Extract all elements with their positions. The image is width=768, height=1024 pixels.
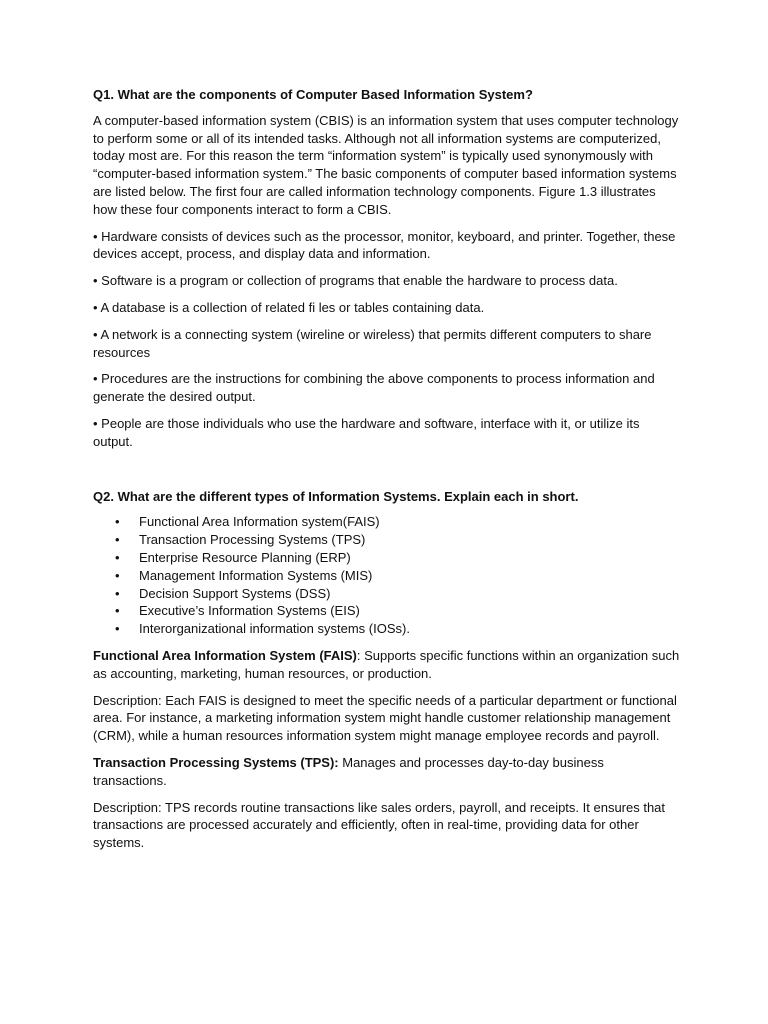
fais-definition-paragraph (93, 647, 680, 683)
bullet-icon: • (115, 603, 120, 619)
q1-heading: Q1. What are the components of Computer Based Information System? (93, 87, 533, 102)
list-item (93, 513, 680, 531)
bullet-icon: • (115, 567, 120, 583)
list-item-label: Enterprise Resource Planning (ERP) (139, 549, 351, 565)
tps-term: Transaction Processing Systems (TPS): (93, 754, 339, 770)
list-item (93, 549, 680, 567)
list-item (93, 585, 680, 603)
q1-bullet-software: • Software is a program or collection of programs that enable the hardware to process data. (93, 273, 618, 289)
fais-term: Functional Area Information System (FAIS) (93, 647, 357, 663)
list-item-label: Interorganizational information systems (IOSs). (139, 621, 410, 637)
list-item-label: Executive’s Information Systems (EIS) (139, 603, 360, 619)
list-item-label: Functional Area Information system(FAIS) (139, 514, 380, 530)
tps-definition: Manages and processes day-to-day business transactions. (93, 754, 604, 788)
list-item-label: Management Information Systems (MIS) (139, 567, 373, 583)
list-item (93, 531, 680, 549)
q1-bullet-network: • A network is a connecting system (wireline or wireless) that permits different computers to share resources (93, 326, 652, 360)
list-item (93, 620, 680, 638)
bullet-icon: • (115, 549, 120, 565)
fais-definition: : Supports specific functions within an organization such as accounting, marketing, human resources, or production. (93, 647, 680, 681)
list-item (93, 567, 680, 585)
list-item-label: Transaction Processing Systems (TPS) (139, 532, 366, 548)
is-types-list (93, 513, 680, 638)
q2-heading: Q2. What are the different types of Information Systems. Explain each in short. (93, 488, 579, 504)
bullet-icon: • (115, 621, 120, 637)
bullet-icon: • (115, 532, 120, 548)
list-item (93, 602, 680, 620)
q1-bullet-people: • People are those individuals who use the hardware and software, interface with it, or utilize its output. (93, 415, 640, 449)
tps-definition-paragraph (93, 754, 680, 790)
tps-description-paragraph: Description: TPS records routine transactions like sales orders, payroll, and receipts. It ensures that transactions are processed accurately and efficiently, often in real-time, providing data for other systems. (93, 799, 666, 851)
q1-bullet-hardware: • Hardware consists of devices such as the processor, monitor, keyboard, and printer. Together, these devices accept, process, and display data and information. (93, 228, 676, 262)
q1-bullet-procedures: • Procedures are the instructions for combining the above components to process information and generate the desired output. (93, 371, 655, 405)
q1-intro-paragraph: A computer-based information system (CBIS) is an information system that uses computer technology to perform some or all of its intended tasks. Although not all information systems are computerized, today most are. For this reason the term “information system” is typically used synonymously with “computer-based information system.” The basic components of computer based information systems are listed below. The first four are called information technology components. Figure 1.3 illustrates how these four components interact to form a CBIS. (93, 112, 679, 217)
section-spacer (93, 460, 680, 488)
bullet-icon: • (115, 585, 120, 601)
bullet-icon: • (115, 514, 120, 530)
list-item-label: Decision Support Systems (DSS) (139, 585, 331, 601)
fais-description-paragraph: Description: Each FAIS is designed to meet the specific needs of a particular department or functional area. For instance, a marketing information system might handle customer relationship management (CRM), while a human resources information system might manage employee records and payroll. (93, 692, 677, 744)
q1-bullet-database: • A database is a collection of related fi les or tables containing data. (93, 299, 485, 315)
